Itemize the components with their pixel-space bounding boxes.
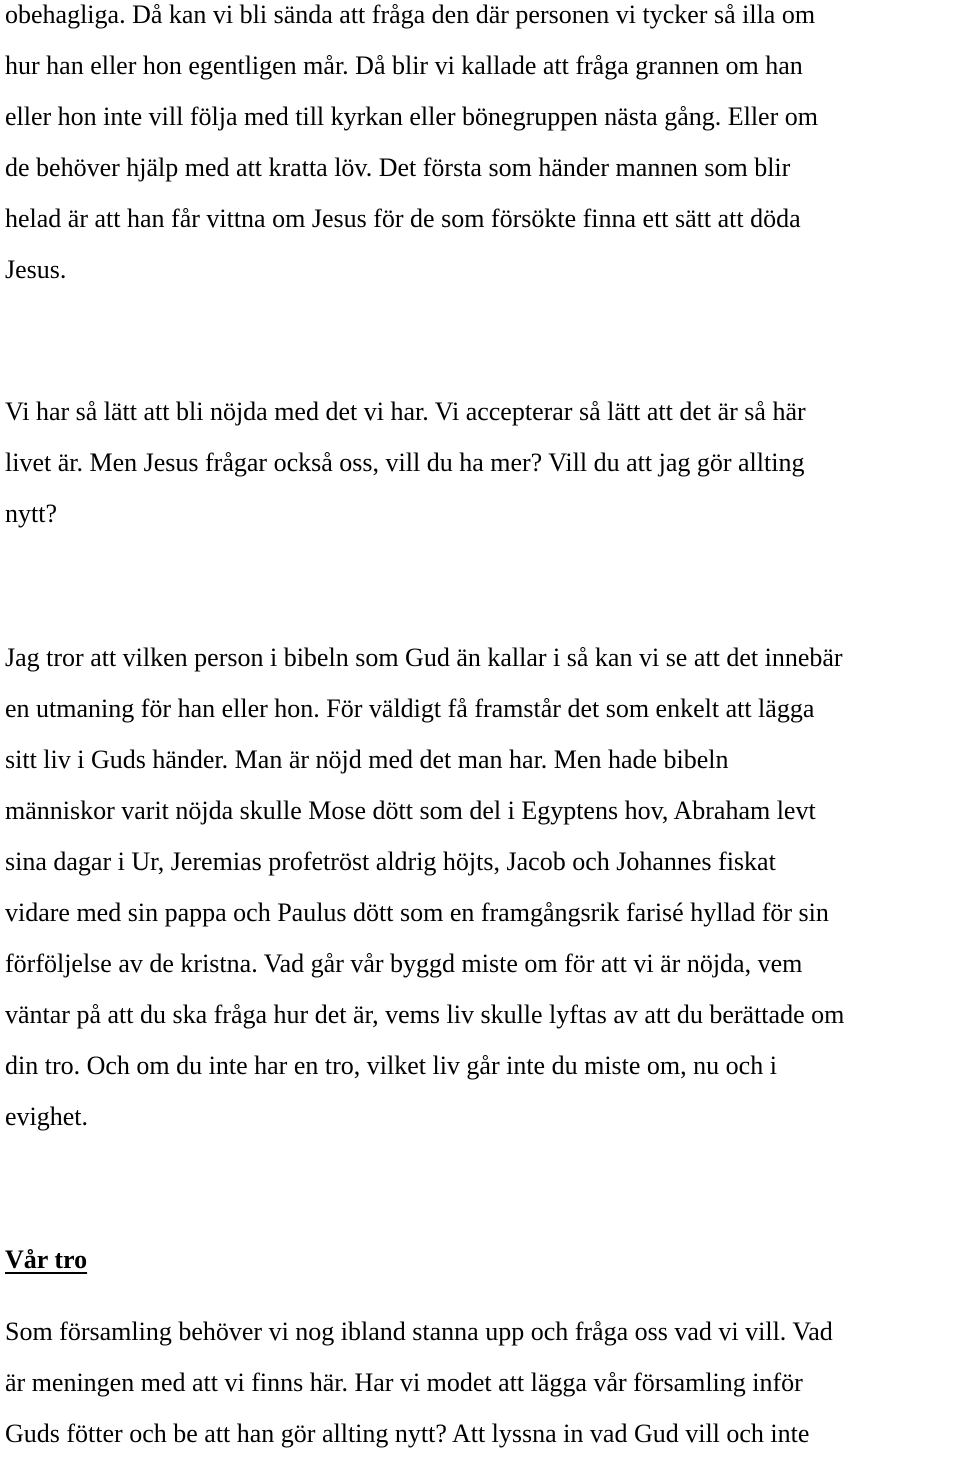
text-line: Jesus. [5, 255, 67, 284]
text-line: förföljelse av de kristna. Vad går vår byggd miste om för att vi är nöjda, vem [5, 949, 803, 978]
text-line: väntar på att du ska fråga hur det är, vems liv skulle lyftas av att du berättade om [5, 1000, 845, 1029]
section-heading: Vår tro [5, 1245, 88, 1274]
text-line: sitt liv i Guds händer. Man är nöjd med det man har. Men hade bibeln [5, 745, 729, 774]
text-line: din tro. Och om du inte har en tro, vilket liv går inte du miste om, nu och i [5, 1051, 777, 1080]
text-line: evighet. [5, 1102, 89, 1131]
text-line: är meningen med att vi finns här. Har vi modet att lägga vår församling inför [5, 1368, 803, 1397]
text-line: Guds fötter och be att han gör allting nytt? Att lyssna in vad Gud vill och inte [5, 1419, 810, 1448]
text-line: vidare med sin pappa och Paulus dött som en framgångsrik farisé hyllad för sin [5, 898, 829, 927]
text-line: de behöver hjälp med att kratta löv. Det första som händer mannen som blir [5, 153, 791, 182]
text-line: obehagliga. Då kan vi bli sända att fråga den där personen vi tycker så illa om [5, 0, 816, 29]
text-line: sina dagar i Ur, Jeremias profetröst aldrig höjts, Jacob och Johannes fiskat [5, 847, 776, 876]
text-line: en utmaning för han eller hon. För väldigt få framstår det som enkelt att lägga [5, 694, 815, 723]
text-line: helad är att han får vittna om Jesus för de som försökte finna ett sätt att döda [5, 204, 801, 233]
text-line: Som församling behöver vi nog ibland stanna upp och fråga oss vad vi vill. Vad [5, 1317, 833, 1346]
text-line: Vi har så lätt att bli nöjda med det vi har. Vi accepterar så lätt att det är så här [5, 397, 806, 426]
text-line: eller hon inte vill följa med till kyrkan eller bönegruppen nästa gång. Eller om [5, 102, 818, 131]
text-line: livet är. Men Jesus frågar också oss, vill du ha mer? Vill du att jag gör allting [5, 448, 805, 477]
text-line: hur han eller hon egentligen mår. Då blir vi kallade att fråga grannen om han [5, 51, 803, 80]
text-line: nytt? [5, 499, 57, 528]
text-line: människor varit nöjda skulle Mose dött som del i Egyptens hov, Abraham levt [5, 796, 816, 825]
text-line: Jag tror att vilken person i bibeln som Gud än kallar i så kan vi se att det innebär [5, 643, 843, 672]
